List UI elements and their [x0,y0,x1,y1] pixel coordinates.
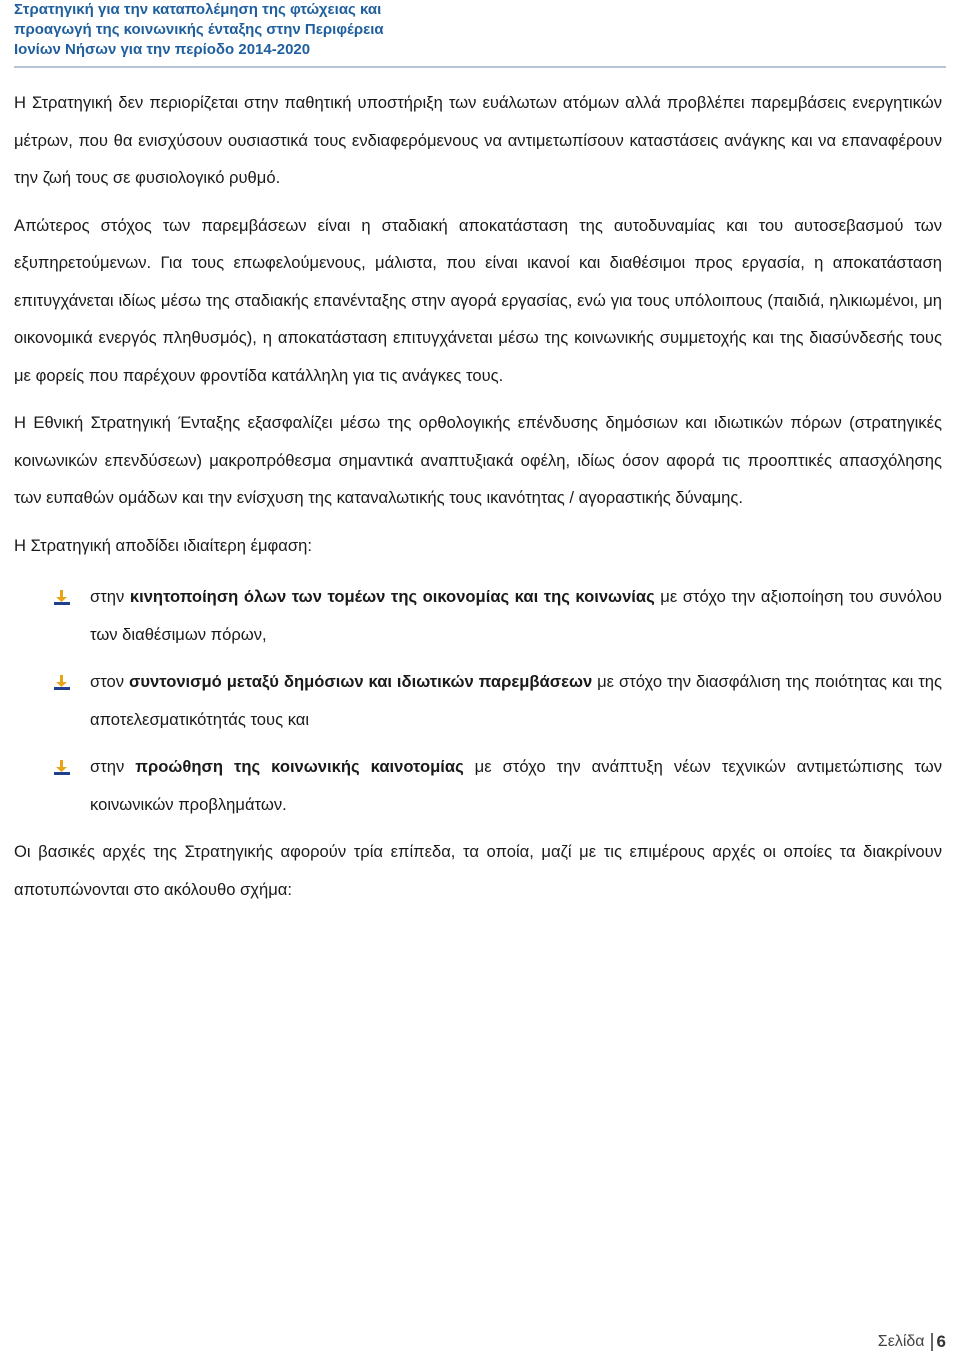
bullet-text-bold: συντονισμό μεταξύ δημόσιων και ιδιωτικών παρεμβάσεων [129,672,593,691]
list-item [14,578,942,653]
bullet-text-post: με στόχο την ανάπτυξη νέων τεχνικών αντιμετώπισης των κοινωνικών προβλημάτων. [90,757,943,814]
bullet-text-bold: προώθηση της κοινωνικής καινοτομίας [135,757,464,776]
running-header [14,0,474,60]
header-line-3: Ιονίων Νήσων για την περίοδο 2014-2020 [14,41,311,58]
page-number: 6 [936,1332,946,1351]
list-item [14,748,942,823]
document-body [14,84,942,918]
header-line-2: προαγωγή της κοινωνικής ένταξης στην Περιφέρεια [14,21,384,38]
page-footer [878,1332,946,1352]
arrow-bullet-icon [54,675,70,691]
list-item [14,663,942,738]
bullet-text-pre: στην [90,587,130,606]
bullet-text-pre: στην [90,757,136,776]
arrow-bullet-icon [54,760,70,776]
bullet-text-post: με στόχο την διασφάλιση της ποιότητας και της αποτελεσματικότητάς τους και [90,672,943,729]
paragraph-3: Η Εθνική Στρατηγική Ένταξης εξασφαλίζει μέσω της ορθολογικής επένδυσης δημόσιων και ιδιωτικών πόρων (στρατηγικές κοινωνικών επενδύσεων) μακροπρόθεσμα σημαντικά αναπτυξιακά οφέλη, ιδίως όσον αφορά τις προοπτικές απασχόλησης των ευπαθών ομάδων και την ενίσχυση της καταναλωτικής τους ικανότητας / αγοραστικής δύναμης. [14,413,942,507]
header-line-1: Στρατηγική για την καταπολέμηση της φτώχειας και [14,1,382,18]
bullet-text-pre: στον [90,672,130,691]
paragraph-4: Η Στρατηγική αποδίδει ιδιαίτερη έμφαση: [14,535,312,555]
paragraph-1: Η Στρατηγική δεν περιορίζεται στην παθητική υποστήριξη των ευάλωτων ατόμων αλλά προβλέπει παρεμβάσεις ενεργητικών μέτρων, που θα ενισχύσουν ουσιαστικά τους ενδιαφερόμενους να αντιμετωπίσουν καταστάσεις ανάγκης και να επαναφέρουν την ζωή τους σε φυσιολογικό ρυθμό. [14,93,942,187]
paragraph-5: Οι βασικές αρχές της Στρατηγικής αφορούν τρία επίπεδα, τα οποία, μαζί με τις επιμέρους αρχές οι οποίες τα διακρίνουν αποτυπώνονται στο ακόλουθο σχήμα: [14,842,942,899]
paragraph-2: Απώτερος στόχος των παρεμβάσεων είναι η σταδιακή αποκατάσταση της αυτοδυναμίας και του αυτοσεβασμού των εξυπηρετούμενων. Για τους επωφελούμενους, μάλιστα, που είναι ικανοί και διαθέσιμοι προς εργασία, η αποκατάσταση επιτυγχάνεται ιδίως μέσω της σταδιακής επανένταξης στην αγορά εργασίας, ενώ για τους υπόλοιπους (παιδιά, ηλικιωμένοι, μη οικονομικά ενεργός πληθυσμός), η αποκατάσταση επιτυγχάνεται μέσω της κοινωνικής συμμετοχής και της διασύνδεσής τους με φορείς που παρέχουν φροντίδα κατάλληλη για τις ανάγκες τους. [14,215,942,385]
bullet-text-bold: κινητοποίηση όλων των τομέων της οικονομίας και της κοινωνίας [129,587,655,606]
page-label: Σελίδα [878,1333,933,1351]
header-divider [14,66,946,68]
arrow-bullet-icon [54,590,70,606]
bullet-text-post: με στόχο την αξιοποίηση του συνόλου των διαθέσιμων πόρων, [90,587,942,644]
